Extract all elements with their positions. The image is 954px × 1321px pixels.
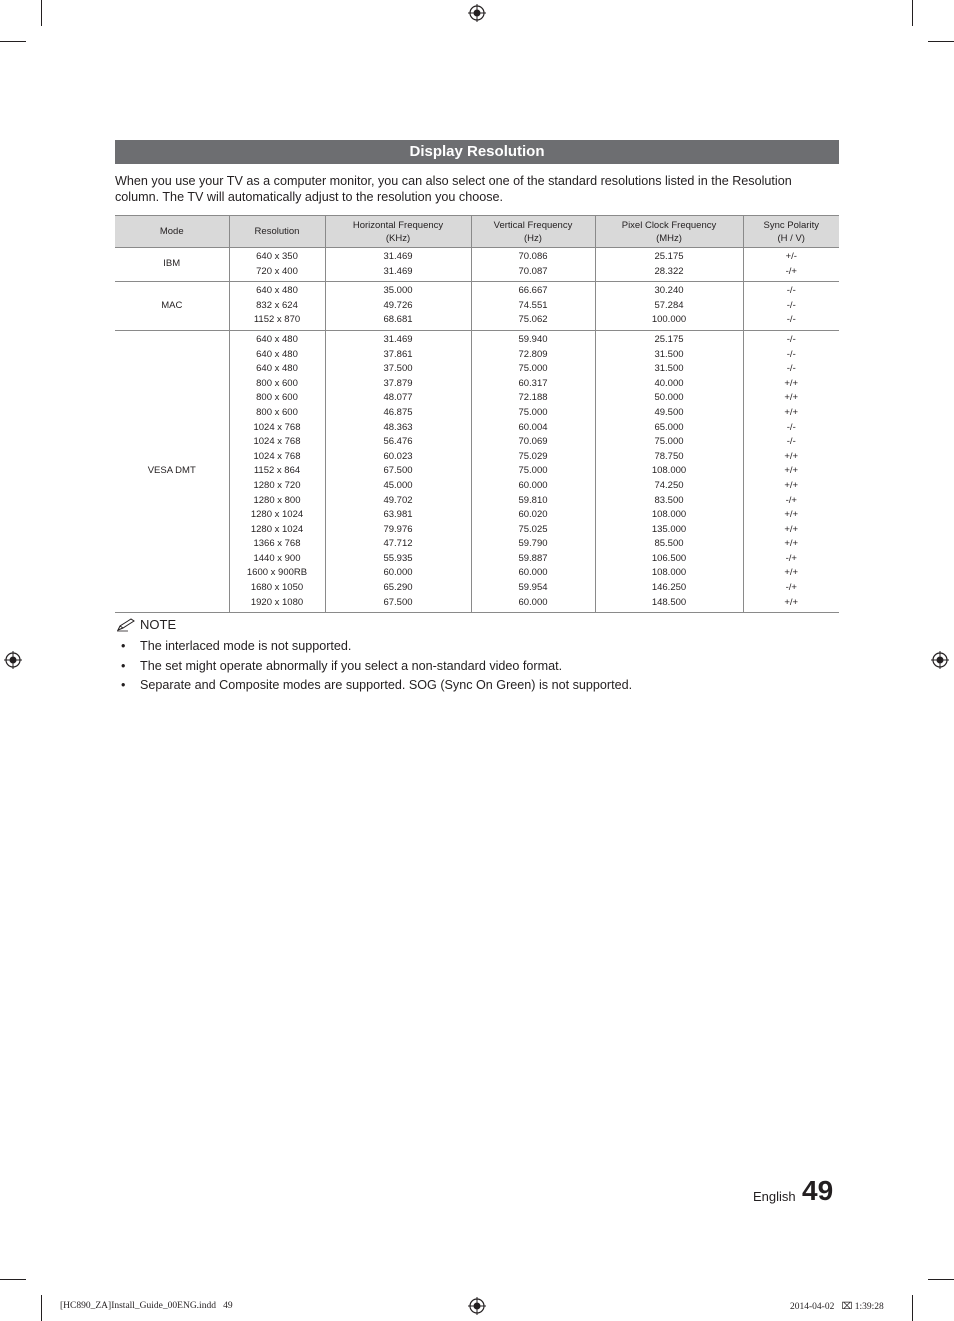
registration-mark-icon <box>931 651 949 669</box>
pencil-note-icon <box>116 618 136 632</box>
intro-paragraph: When you use your TV as a computer monitor, you can also select one of the standard resolutions listed in the Resolution column. The TV will automatically adjust to the resolution you choose. <box>115 174 792 204</box>
list-item: • The interlaced mode is not supported. <box>115 637 839 657</box>
table-row <box>115 248 839 282</box>
list-item: • Separate and Composite modes are supported. SOG (Sync On Green) is not supported. <box>115 676 839 696</box>
horizontal-frequency-cell: 31.469 31.469 <box>325 248 471 282</box>
header-resolution: Resolution <box>229 216 325 248</box>
crop-mark <box>928 41 954 42</box>
sync-polarity-cell: +/- -/+ <box>743 248 839 282</box>
header-pixel-clock-frequency: Pixel Clock Frequency (MHz) <box>595 216 743 248</box>
pixel-clock-cell: 30.240 57.284 100.000 <box>595 282 743 331</box>
note-list <box>115 637 839 696</box>
header-sync-polarity: Sync Polarity (H / V) <box>743 216 839 248</box>
note-heading <box>116 617 176 632</box>
crop-mark <box>41 1295 42 1321</box>
crop-mark <box>0 41 26 42</box>
section-title: Display Resolution <box>115 140 839 164</box>
vertical-frequency-cell: 66.667 74.551 75.062 <box>471 282 595 331</box>
header-mode: Mode <box>115 216 229 248</box>
resolution-cell: 640 x 480 832 x 624 1152 x 870 <box>229 282 325 331</box>
slug-left: [HC890_ZA]Install_Guide_00ENG.indd 49 <box>60 1301 233 1311</box>
mode-cell: VESA DMT <box>115 330 229 612</box>
registration-mark-icon <box>468 1297 486 1315</box>
pixel-clock-cell: 25.175 31.500 31.500 40.000 50.000 49.500 65.000 75.000 78.750 108.000 74.250 83.500 108.000 135.000 85.500 106.500 108.000 146.250 148.500 <box>595 330 743 612</box>
header-horizontal-frequency: Horizontal Frequency (KHz) <box>325 216 471 248</box>
slug-right: 2014-04-02 ⌧ 1:39:28 <box>790 1302 884 1312</box>
page-number: 49 <box>802 1175 834 1206</box>
table-header-row <box>115 216 839 248</box>
header-vertical-frequency: Vertical Frequency (Hz) <box>471 216 595 248</box>
pixel-clock-cell: 25.175 28.322 <box>595 248 743 282</box>
list-item: • The set might operate abnormally if you select a non-standard video format. <box>115 657 839 677</box>
horizontal-frequency-cell: 31.469 37.861 37.500 37.879 48.077 46.875 48.363 56.476 60.023 67.500 45.000 49.702 63.981 79.976 47.712 55.935 60.000 65.290 67.500 <box>325 330 471 612</box>
registration-mark-icon <box>468 4 486 22</box>
sync-polarity-cell: -/- -/- -/- <box>743 282 839 331</box>
table-row <box>115 330 839 612</box>
crop-mark <box>928 1279 954 1280</box>
crop-mark <box>0 1279 26 1280</box>
crop-mark <box>41 0 42 26</box>
horizontal-frequency-cell: 35.000 49.726 68.681 <box>325 282 471 331</box>
resolution-cell: 640 x 480 640 x 480 640 x 480 800 x 600 800 x 600 800 x 600 1024 x 768 1024 x 768 1024 x 768 1152 x 864 1280 x 720 1280 x 800 1280 x 1024 1280 x 1024 1366 x 768 1440 x 900 1600 x 900RB 1680 x 1050 1920 x 1080 <box>229 330 325 612</box>
vertical-frequency-cell: 59.940 72.809 75.000 60.317 72.188 75.000 60.004 70.069 75.029 75.000 60.000 59.810 60.020 75.025 59.790 59.887 60.000 59.954 60.000 <box>471 330 595 612</box>
mode-cell: IBM <box>115 248 229 282</box>
resolution-table <box>115 215 839 613</box>
mode-cell: MAC <box>115 282 229 331</box>
table-row <box>115 282 839 331</box>
crop-mark <box>912 0 913 26</box>
footer-language: English <box>753 1189 796 1204</box>
crop-mark <box>912 1295 913 1321</box>
registration-mark-icon <box>4 651 22 669</box>
note-label: NOTE <box>140 617 177 632</box>
sync-polarity-cell: -/- -/- -/- +/+ +/+ +/+ -/- -/- +/+ +/+ +/+ -/+ +/+ +/+ +/+ -/+ +/+ -/+ +/+ <box>743 330 839 612</box>
vertical-frequency-cell: 70.086 70.087 <box>471 248 595 282</box>
resolution-cell: 640 x 350 720 x 400 <box>229 248 325 282</box>
